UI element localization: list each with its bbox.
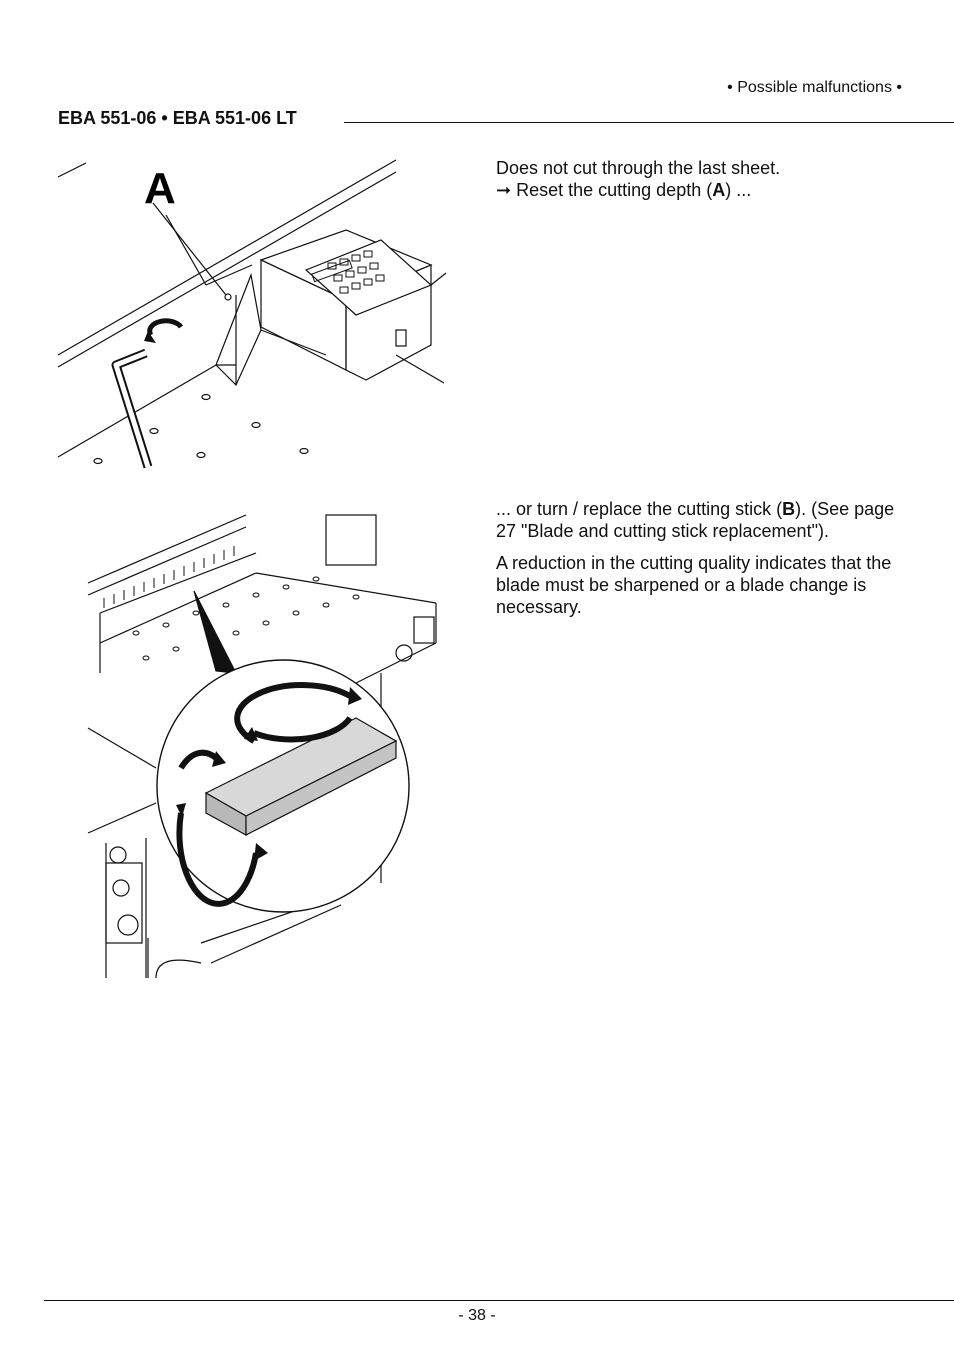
cutting-depth-illustration: [56, 155, 448, 477]
remedy-line: ➞ Reset the cutting depth (A) ...: [496, 180, 752, 200]
arrow-icon: ➞: [496, 180, 512, 200]
figure-label-a: A: [144, 164, 176, 213]
page-number: - 38 -: [458, 1307, 496, 1324]
cutting-quality-paragraph: A reduction in the cutting quality indicates that the blade must be sharpened or a blade change is necessary.: [496, 553, 892, 617]
malfunction-statement: Does not cut through the last sheet.: [496, 158, 781, 178]
text-block-cutting-depth: [496, 157, 906, 201]
model-title: EBA 551-06 • EBA 551-06 LT: [58, 108, 307, 129]
text-block-cutting-stick: [496, 498, 906, 628]
footer-rule: [44, 1300, 954, 1301]
cutting-stick-paragraph: ... or turn / replace the cutting stick (B). (See page 27 "Blade and cutting stick replacement").: [496, 499, 895, 541]
cutting-stick-illustration: [86, 513, 448, 983]
header-rule: [344, 122, 954, 123]
section-label: • Possible malfunctions •: [727, 79, 902, 96]
